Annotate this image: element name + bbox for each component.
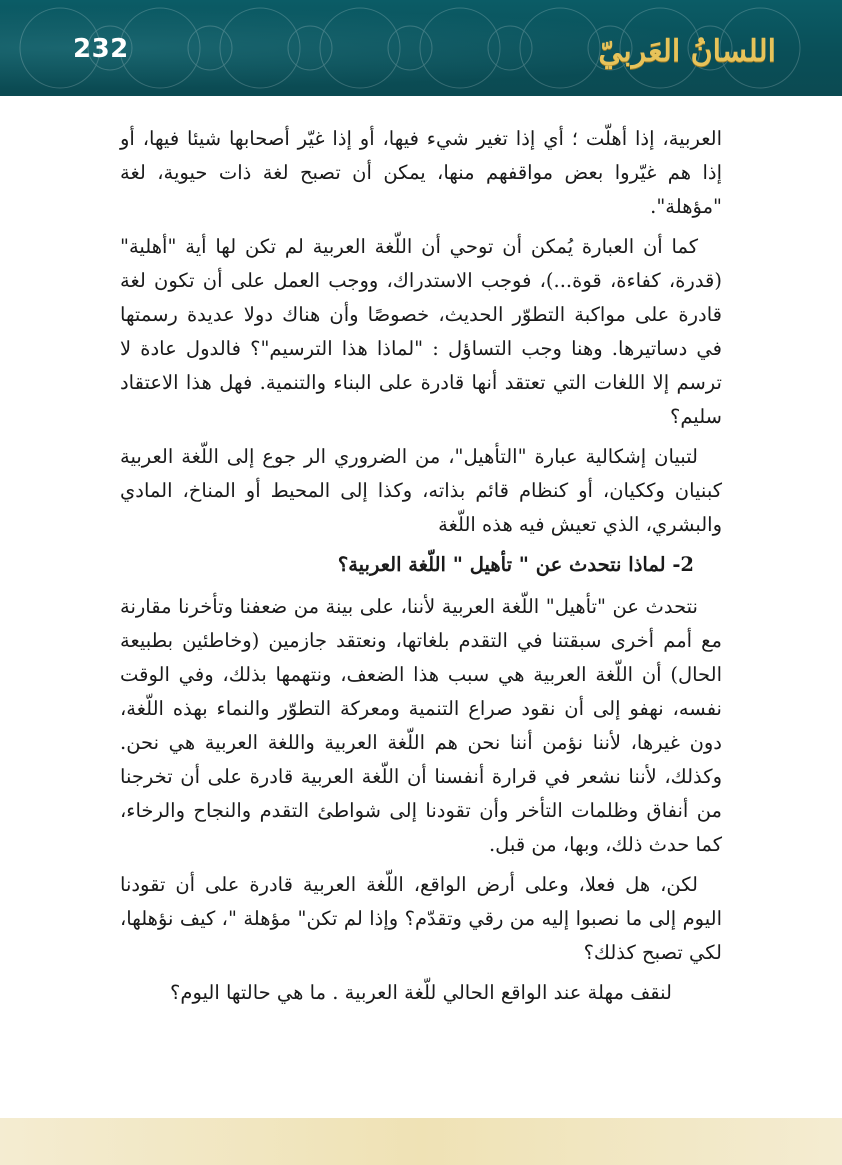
paragraph-3: لتبيان إشكالية عبارة "التأهيل"، من الضروري الر جوع إلى اللّغة العربية كبنيان وككيان، أو كنظام قائم بذاته، وكذا إلى المحيط أو المناخ، المادي والبشري، الذي تعيش فيه هذه اللّغة [120,445,722,536]
page-number: 232 [73,34,129,64]
paragraph-2: كما أن العبارة يُمكن أن توحي أن اللّغة العربية لم تكن لها أية "أهلية" (قدرة، كفاءة، قوة...)، فوجب الاستدراك، ووجب العمل على أن تكون لغة قادرة على مواكبة التطوّر الحديث، خصوصًا وأن هناك دولا عديدة رسمتها في دساتيرها. وهنا وجب التساؤل : "لماذا هذا الترسيم"؟ فالدول عادة لا ترسم إلا اللغات التي تعتقد أنها قادرة على البناء والتنمية. فهل هذا الاعتقاد سليم؟ [120,235,722,428]
page-header [0,0,842,96]
article-body [120,122,722,1016]
paragraph-1: العربية، إذا أهلّت ؛ أي إذا تغير شيء فيها، أو إذا غيّر أصحابها شيئا فيها، أو إذا هم غيّروا بعض مواقفهم منها، يمكن أن تصبح لغة ذات حيوية، لغة "مؤهلة". [120,127,722,218]
journal-logo [598,26,776,76]
paragraph-4: نتحدث عن "تأهيل" اللّغة العربية لأننا، على بينة من ضعفنا وتأخرنا مقارنة مع أمم أخرى سبقتنا في التقدم بلغاتها، ونعتقد جازمين (وخاطئين بطبيعة الحال) أن اللّغة العربية هي سبب هذا الضعف، ونتهمها بذلك، وفي الوقت نفسه، نهفو إلى أن نقود صراع التنمية ومعركة التطوّر والنماء بهذه اللّغة، دون غيرها، لأننا نؤمن أننا نحن هم اللّغة العربية واللغة العربية هي نحن. وكذلك، لأننا نشعر في قرارة أنفسنا أن اللّغة العربية قادرة على أن تخرجنا من أنفاق وظلمات التأخر وأن تقودنا إلى شواطئ التقدم والنجاح والرخاء، كما حدث ذلك، وبها، من قبل. [120,595,722,856]
paragraph-5: لكن، هل فعلا، وعلى أرض الواقع، اللّغة العربية قادرة على أن تقودنا اليوم إلى ما نصبوا إليه من رقي وتقدّم؟ وإذا لم تكن" مؤهلة "، كيف نؤهلها، لكي تصبح كذلك؟ [120,873,722,964]
section-heading: 2- لماذا نتحدث عن " تأهيل " اللّغة العربية؟ [337,553,694,576]
paragraph-6: لنقف مهلة عند الواقع الحالي للّغة العربية . ما هي حالتها اليوم؟ [170,981,672,1004]
logo-text: اللسانُ العَربيّ [598,33,776,69]
page-footer-band [0,1118,842,1165]
